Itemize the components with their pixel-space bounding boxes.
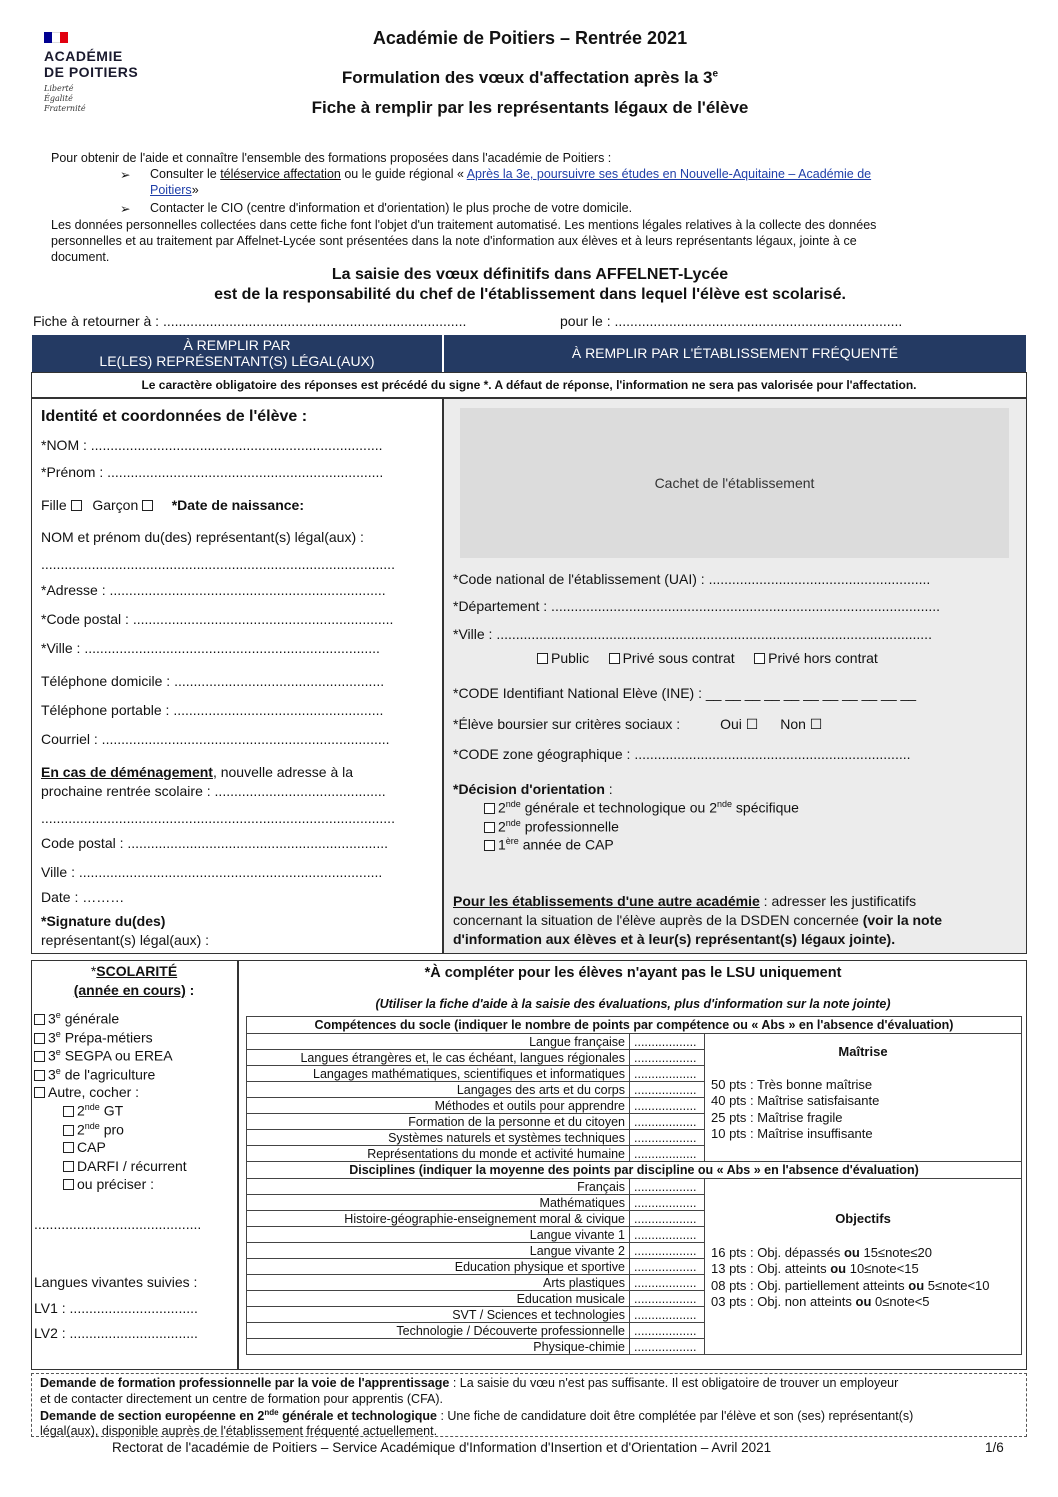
comp-label: Langue française xyxy=(247,1034,630,1050)
objectifs-legend xyxy=(705,1179,1022,1355)
scol-2nde-pro[interactable]: 2nde pro xyxy=(63,1121,124,1138)
signature-label-2: représentant(s) légal(aux) : xyxy=(41,932,210,948)
lsu-note: (Utiliser la fiche d'aide à la saisie des évaluations, plus d'information sur la note jointe) xyxy=(375,997,891,1011)
uai-field[interactable]: *Code national de l'établissement (UAI) : ......................................................... xyxy=(453,571,931,587)
maitrise-line: 40 pts : Maîtrise satisfaisante xyxy=(711,1093,880,1108)
scolarite-subtitle: (année en cours) : xyxy=(73,982,195,998)
scol-2nde-gt-checkbox[interactable] xyxy=(63,1106,74,1117)
competences-header: Compétences du socle (indiquer le nombre de points par compétence ou « Abs » en l'absence d'évaluation) xyxy=(247,1017,1022,1034)
scol-3e-agri[interactable]: 3e de l'agriculture xyxy=(34,1066,155,1083)
comp-label: Formation de la personne et du citoyen xyxy=(247,1114,630,1130)
prive-hc-checkbox[interactable] xyxy=(754,653,765,664)
header-legal-rep: À REMPLIR PAR LE(LES) REPRÉSENTANT(S) LÉGAL(AUX) xyxy=(32,335,442,372)
comp-label: Méthodes et outils pour apprendre xyxy=(247,1098,630,1114)
scol-3e-agri-checkbox[interactable] xyxy=(34,1070,45,1081)
scol-autre[interactable]: Autre, cocher : xyxy=(34,1084,139,1100)
disc-label: Mathématiques xyxy=(247,1195,630,1211)
rep-legal-label: NOM et prénom du(des) représentant(s) légal(aux) : xyxy=(41,529,364,545)
comp-input[interactable]: .................. xyxy=(630,1130,705,1146)
comp-label: Langues étrangères et, le cas échéant, langues régionales xyxy=(247,1050,630,1066)
objectif-line: 16 pts : Obj. dépassés ou 15≤note≤20 xyxy=(711,1244,932,1260)
boursier-oui[interactable]: Oui ☐ xyxy=(720,716,759,732)
bullet-marker-2: ➢ xyxy=(120,202,131,216)
disc-input[interactable]: .................. xyxy=(630,1323,705,1339)
page-subtitle: Formulation des vœux d'affectation après la 3e xyxy=(341,68,719,87)
scol-3e-segpa[interactable]: 3e SEGPA ou EREA xyxy=(34,1047,173,1064)
decision-2nde-gt[interactable]: 2nde générale et technologique ou 2nde spécifique xyxy=(484,799,799,816)
logo-academie: ACADÉMIE xyxy=(44,48,123,64)
signature-label: *Signature du(des) xyxy=(41,913,166,929)
departement-field[interactable]: *Département : .................................................................................................... xyxy=(453,598,941,614)
comp-label: Systèmes naturels et systèmes techniques xyxy=(247,1130,630,1146)
section-europeenne-note-2: légal(aux), disponible auprès de l'établissement fréquenté actuellement. xyxy=(40,1424,438,1438)
disc-input[interactable]: .................. xyxy=(630,1243,705,1259)
scol-2nde-gt[interactable]: 2nde GT xyxy=(63,1102,123,1119)
school-ville-field[interactable]: *Ville : ................................................................................................................ xyxy=(453,626,932,642)
disc-input[interactable]: .................. xyxy=(630,1227,705,1243)
motto-egalite: Égalité xyxy=(44,94,73,103)
comp-label: Langages des arts et du corps xyxy=(247,1082,630,1098)
disc-input[interactable]: .................. xyxy=(630,1339,705,1355)
comp-input[interactable]: .................. xyxy=(630,1146,705,1162)
boursier-row: *Élève boursier sur critères sociaux : Oui ☐ Non ☐ xyxy=(453,716,823,732)
scol-2nde-pro-checkbox[interactable] xyxy=(63,1125,74,1136)
return-to-field[interactable]: Fiche à retourner à : .............................................................................. xyxy=(33,313,467,329)
tel-dom-field[interactable]: Téléphone domicile : ...................................................... xyxy=(41,673,385,689)
resp-line-2: est de la responsabilité du chef de l'établissement dans lequel l'élève est scolarisé. xyxy=(214,286,846,303)
maitrise-line: 50 pts : Très bonne maîtrise xyxy=(711,1076,873,1092)
new-cp-field[interactable]: Code postal : ................................................................... xyxy=(41,835,388,851)
new-address-line-2[interactable]: ........................................................................................... xyxy=(41,810,395,826)
disc-label: Education musicale xyxy=(247,1291,630,1307)
prive-sc-checkbox[interactable] xyxy=(609,653,620,664)
disc-input[interactable]: .................. xyxy=(630,1195,705,1211)
scol-3e-segpa-checkbox[interactable] xyxy=(34,1051,45,1062)
privacy-line-1: Les données personnelles collectées dans cette fiche font l'objet d'un traitement automatisé. Les mentions légales relatives à la collecte des données xyxy=(51,218,877,232)
maitrise-line: 10 pts : Maîtrise insuffisante xyxy=(711,1126,873,1141)
objectif-line: 13 pts : Obj. atteints ou 10≤note<15 xyxy=(711,1261,919,1276)
page-number: 1/6 xyxy=(985,1440,1004,1455)
comp-label: Langages mathématiques, scientifiques et informatiques xyxy=(247,1066,630,1082)
scol-autre-checkbox[interactable] xyxy=(34,1087,45,1098)
scol-darfi-checkbox[interactable] xyxy=(63,1161,74,1172)
objectif-line: 03 pts : Obj. non atteints ou 0≤note<5 xyxy=(711,1294,930,1309)
courriel-field[interactable]: Courriel : .......................................................................... xyxy=(41,731,390,747)
decision-2nde-gt-checkbox[interactable] xyxy=(484,803,495,814)
motto-liberte: Liberté xyxy=(44,84,74,93)
guide-link-line2: Poitiers» xyxy=(150,183,199,197)
objectifs-title: Objectifs xyxy=(835,1211,891,1226)
scol-3e-generale-checkbox[interactable] xyxy=(34,1014,45,1025)
scolarite-title: *SCOLARITÉ xyxy=(90,963,178,979)
comp-label: Représentations du monde et activité humaine xyxy=(247,1146,630,1162)
rep-legal-field[interactable]: ........................................................................................... xyxy=(41,556,395,572)
identity-title: Identité et coordonnées de l'élève : xyxy=(41,408,308,425)
page-subtitle-2: Fiche à remplir par les représentants légaux de l'élève xyxy=(311,98,749,117)
disc-label: SVT / Sciences et technologies xyxy=(247,1307,630,1323)
apprentissage-note-2: et de contacter directement un centre de formation pour apprentis (CFA). xyxy=(40,1392,443,1406)
school-type-row: Public Privé sous contrat Privé hors contrat xyxy=(537,650,878,666)
autre-academie-line-1: Pour les établissements d'une autre académie : adresser les justificatifs xyxy=(453,893,917,909)
teleservice-link[interactable]: téléservice affectation xyxy=(220,167,341,181)
bullet-cio: Contacter le CIO (centre d'information et d'orientation) le plus proche de votre domicile. xyxy=(150,201,633,215)
comp-input[interactable]: .................. xyxy=(630,1114,705,1130)
scol-preciser-field[interactable]: ........................................... xyxy=(34,1216,202,1232)
decision-cap[interactable]: 1ère année de CAP xyxy=(484,836,614,853)
new-ville-field[interactable]: Ville : .............................................................................. xyxy=(41,864,383,880)
disc-label: Français xyxy=(247,1179,630,1195)
bullet-marker: ➢ xyxy=(120,168,131,182)
cp-field[interactable]: *Code postal : ................................................................... xyxy=(41,611,394,627)
disciplines-header: Disciplines (indiquer la moyenne des points par discipline ou « Abs » en l'absence d'évaluation) xyxy=(247,1162,1022,1179)
comp-input[interactable]: .................. xyxy=(630,1034,705,1050)
prenom-field[interactable]: *Prénom : ....................................................................... xyxy=(41,464,384,480)
sex-row: Fille Garçon *Date de naissance: xyxy=(41,497,305,513)
comp-input[interactable]: .................. xyxy=(630,1082,705,1098)
decision-2nde-pro-checkbox[interactable] xyxy=(484,822,495,833)
resp-line-1: La saisie des vœux définitifs dans AFFELNET-Lycée xyxy=(331,266,729,283)
disc-input[interactable]: .................. xyxy=(630,1259,705,1275)
birthdate-field[interactable]: *Date de naissance: xyxy=(171,497,305,513)
motto-fraternite: Fraternité xyxy=(44,104,86,113)
apprentissage-note: Demande de formation professionnelle par la voie de l'apprentissage : La saisie du vœu n'est pas suffisante. Il est obligatoire de trouver un employeur xyxy=(40,1376,899,1390)
page-title: Académie de Poitiers – Rentrée 2021 xyxy=(372,28,688,48)
comp-input[interactable]: .................. xyxy=(630,1066,705,1082)
disc-label: Langue vivante 1 xyxy=(247,1227,630,1243)
autre-academie-line-2: concernant la situation de l'élève auprès de la DSDEN concernée (voir la note xyxy=(453,912,943,928)
disc-label: Technologie / Découverte professionnelle xyxy=(247,1323,630,1339)
scol-3e-prepa[interactable]: 3e Prépa-métiers xyxy=(34,1029,153,1046)
date-field[interactable]: Date : ……… xyxy=(41,889,125,905)
competences-table xyxy=(246,1016,1022,1355)
mandatory-note: Le caractère obligatoire des réponses est précédé du signe *. A défaut de réponse, l'information ne sera pas valorisée pour l'affectation. xyxy=(31,372,1027,398)
boursier-non[interactable]: Non ☐ xyxy=(780,716,823,732)
disc-input[interactable]: .................. xyxy=(630,1291,705,1307)
disc-input[interactable]: .................. xyxy=(630,1275,705,1291)
guide-regional-link-2[interactable]: Poitiers xyxy=(150,183,192,197)
disc-input[interactable]: .................. xyxy=(630,1307,705,1323)
demenagement-label: En cas de déménagement, nouvelle adresse à la xyxy=(41,764,354,780)
guide-regional-link[interactable]: Après la 3e, poursuivre ses études en Nouvelle-Aquitaine – Académie de xyxy=(466,167,872,181)
tel-port-field[interactable]: Téléphone portable : ...................................................... xyxy=(41,702,384,718)
republic-flag-icon xyxy=(44,30,70,41)
page-footer: Rectorat de l'académie de Poitiers – Service Académique d'Information d'Insertion et d'Orientation – Avril 2021 xyxy=(112,1440,772,1455)
garcon-checkbox[interactable] xyxy=(142,500,153,511)
scol-preciser[interactable]: ou préciser : xyxy=(63,1176,154,1192)
header-etablissement: À REMPLIR PAR L'ÉTABLISSEMENT FRÉQUENTÉ xyxy=(444,335,1026,372)
decision-2nde-pro[interactable]: 2nde professionnelle xyxy=(484,818,619,835)
scol-preciser-checkbox[interactable] xyxy=(63,1179,74,1190)
comp-input[interactable]: .................. xyxy=(630,1098,705,1114)
objectif-line: 08 pts : Obj. partiellement atteints ou 5≤note<10 xyxy=(711,1277,990,1293)
decision-cap-checkbox[interactable] xyxy=(484,840,495,851)
scol-cap-checkbox[interactable] xyxy=(63,1142,74,1153)
return-date-field[interactable]: pour le : .......................................................................... xyxy=(560,313,903,329)
logo-poitiers: DE POITIERS xyxy=(44,64,139,80)
scol-3e-prepa-checkbox[interactable] xyxy=(34,1033,45,1044)
maitrise-line: 25 pts : Maîtrise fragile xyxy=(711,1109,843,1125)
autre-academie-line-3: d'information aux élèves et à leur(s) représentant(s) légaux jointe). xyxy=(453,931,896,947)
privacy-line-3: document. xyxy=(51,250,110,264)
intro-text: Pour obtenir de l'aide et connaître l'ensemble des formations proposées dans l'académie de Poitiers : xyxy=(51,151,612,165)
bottom-divider xyxy=(237,960,239,1370)
bullet-teleservice: Consulter le téléservice affectation ou le guide régional « Après la 3e, poursuivre ses études en Nouvelle-Aquitaine – Académie de xyxy=(150,167,872,181)
lsu-title: *À compléter pour les élèves n'ayant pas le LSU uniquement xyxy=(424,965,842,981)
disc-input[interactable]: .................. xyxy=(630,1179,705,1195)
decision-label: *Décision d'orientation : xyxy=(453,781,613,797)
langues-label: Langues vivantes suivies : xyxy=(34,1274,198,1290)
adresse-field[interactable]: *Adresse : ....................................................................... xyxy=(41,582,386,598)
privacy-line-2: personnelles et au traitement par Affelnet-Lycée sont présentées dans la note d'information aux élèves et à leurs représentants légaux, jointe à ce xyxy=(51,234,857,248)
disc-label: Histoire-géographie-enseignement moral & civique xyxy=(247,1211,630,1227)
disc-label: Langue vivante 2 xyxy=(247,1243,630,1259)
scol-cap[interactable]: CAP xyxy=(63,1139,106,1155)
section-europeenne-note: Demande de section européenne en 2nde générale et technologique : Une fiche de candidature doit être complétée par l'élève et son (ses) représentant(s) xyxy=(40,1408,914,1424)
comp-input[interactable]: .................. xyxy=(630,1050,705,1066)
nom-field[interactable]: *NOM : ........................................................................... xyxy=(41,437,383,453)
scol-darfi[interactable]: DARFI / récurrent xyxy=(63,1158,187,1174)
zone-field[interactable]: *CODE zone géographique : ....................................................................... xyxy=(453,746,911,762)
lv1-field[interactable]: LV1 : ................................. xyxy=(34,1300,198,1316)
new-address-field[interactable]: prochaine rentrée scolaire : ............................................ xyxy=(41,783,386,799)
disc-label: Arts plastiques xyxy=(247,1275,630,1291)
disc-input[interactable]: .................. xyxy=(630,1211,705,1227)
lv2-field[interactable]: LV2 : ................................. xyxy=(34,1325,198,1341)
public-checkbox[interactable] xyxy=(537,653,548,664)
disc-label: Education physique et sportive xyxy=(247,1259,630,1275)
disc-label: Physique-chimie xyxy=(247,1339,630,1355)
maitrise-title: Maîtrise xyxy=(838,1044,888,1059)
scol-3e-generale[interactable]: 3e générale xyxy=(34,1010,119,1027)
ville-field[interactable]: *Ville : ............................................................................ xyxy=(41,640,380,656)
fille-checkbox[interactable] xyxy=(71,500,82,511)
maitrise-legend xyxy=(705,1034,1022,1162)
school-stamp-area[interactable]: Cachet de l'établissement xyxy=(460,408,1009,558)
ine-field[interactable]: *CODE Identifiant National Elève (INE) : __ __ __ __ __ __ __ __ __ __ __ xyxy=(453,685,917,701)
